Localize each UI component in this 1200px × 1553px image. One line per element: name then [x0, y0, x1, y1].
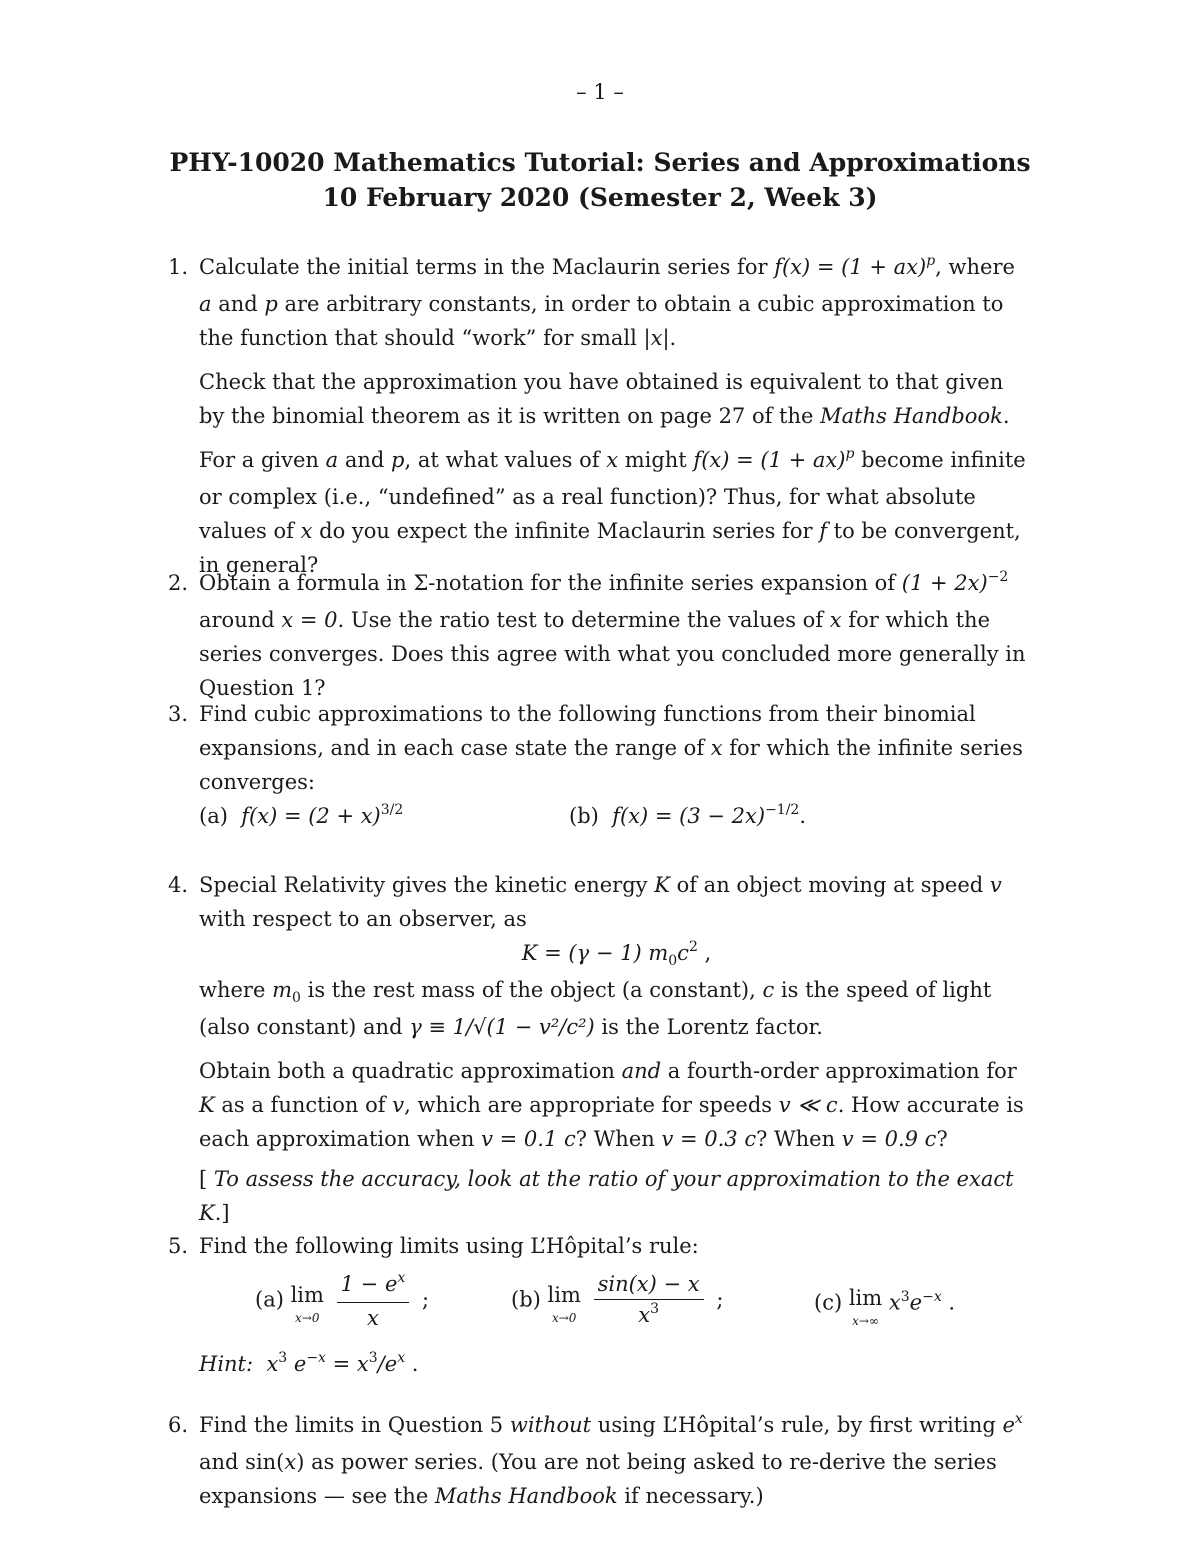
q6-paragraph: Find the limits in Question 5 without using L’Hôpital’s rule, by first writing $e^x$ and sin(x) as power series. (You are not being asked to re-derive the series expansions — see the Maths Handbook if necessary.): [199, 1411, 1023, 1508]
q5-hint: Hint: $x^3$ $e^{-x} = x^3/e^x$ .: [199, 1350, 419, 1376]
question-number: 1.: [168, 255, 189, 279]
question-4: [168, 868, 1034, 1230]
q4-paragraph-3: Obtain both a quadratic approximation and a fourth-order approximation for K as a function of v, which are appropriate for speeds v ≪ c. How accurate is each approximation when v = 0.1 c? When v = 0.3 c? When v = 0.9 c?: [199, 1059, 1024, 1151]
q3-paragraph: Find cubic approximations to the following functions from their binomial expansions, and in each case state the range of x for which the infinite series converges:: [199, 702, 1023, 794]
q3-part-b: (b) $f(x) = (3 - 2x)^{-1/2}$.: [569, 802, 807, 828]
q5-limit-a: (a) lim x→0 $\frac{1 - e^x}{x}$ ;: [255, 1270, 430, 1330]
q1-paragraph-3: For a given a and p, at what values of x might f(x) = (1 + ax)$^p$ become infinite or complex (i.e., “undefined” as a real function)? Thus, for what absolute values of x do you expect the infinite Maclaurin series for f to be convergent, in general?: [199, 446, 1026, 577]
title-line-1: PHY-10020 Mathematics Tutorial: Series and Approximations: [169, 148, 1031, 177]
q4-equation: K = (γ − 1) $m_0c^2$ ,: [521, 939, 712, 969]
question-2: [168, 566, 1034, 705]
question-5: [168, 1229, 1034, 1384]
q3-parts: [199, 799, 1034, 839]
q1-paragraph-1: Calculate the initial terms in the Maclaurin series for f(x) = (1 + ax)$^p$, where a and p are arbitrary constants, in order to obtain a cubic approximation to the function that should “work” for small |x|.: [199, 253, 1015, 350]
question-6: [168, 1408, 1034, 1513]
title-line-2: 10 February 2020 (Semester 2, Week 3): [322, 183, 878, 212]
question-number: 2.: [168, 571, 189, 595]
q3-part-a: (a) $f(x) = (2 + x)^{3/2}$: [199, 802, 404, 828]
question-number: 3.: [168, 702, 189, 726]
page-number: – 1 –: [576, 80, 624, 104]
question-3: [168, 697, 1034, 839]
q5-limits: [199, 1269, 1034, 1347]
q1-paragraph-2: Check that the approximation you have obtained is equivalent to that given by the binomial theorem as it is written on page 27 of the Maths Handbook.: [199, 370, 1010, 428]
q4-note: [ To assess the accuracy, look at the ratio of your approximation to the exact K.]: [199, 1167, 1014, 1225]
question-number: 6.: [168, 1413, 189, 1437]
question-number: 4.: [168, 873, 189, 897]
q5-limit-b: (b) lim x→0 $\frac{\sin(x) - x}{x^3}$ ;: [511, 1269, 723, 1333]
q5-paragraph: Find the following limits using L’Hôpital’s rule:: [199, 1234, 699, 1258]
question-1: [168, 250, 1034, 582]
question-number: 5.: [168, 1234, 189, 1258]
page-title: [0, 145, 1200, 215]
q5-limit-c: (c) lim x→∞ $x^3e^{-x}$ .: [814, 1286, 956, 1328]
q4-paragraph-2: where $m_0$ is the rest mass of the object (a constant), c is the speed of light (also constant) and γ ≡ 1/√(1 − v²/c²) is the Lorentz factor.: [199, 978, 992, 1039]
q4-paragraph-1: Special Relativity gives the kinetic energy K of an object moving at speed v with respect to an observer, as: [199, 873, 1002, 931]
q2-paragraph: Obtain a formula in Σ-notation for the infinite series expansion of $(1 + 2x)^{-2}$ around x = 0. Use the ratio test to determine the values of x for which the series converges. Does this agree with what you concluded more generally in Question 1?: [199, 569, 1026, 700]
